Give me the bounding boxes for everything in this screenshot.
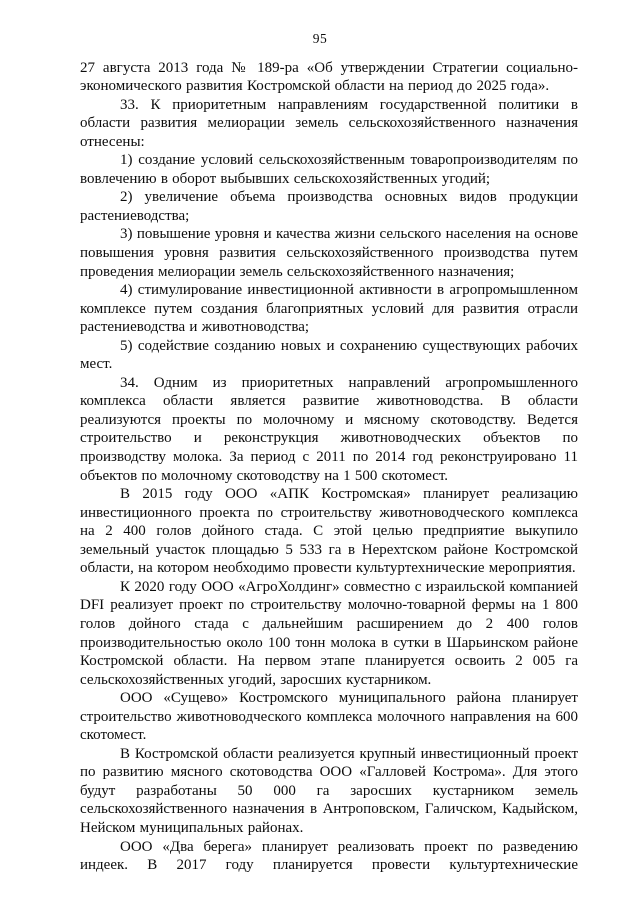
paragraph: В 2015 году ООО «АПК Костромская» планирует реализацию инвестиционного проекта по строительству животноводческого комплекса на 2 400 голов дойного стада. С этой целью предприятие выкупило земельный участок площадью 5 533 га в Нерехтском районе Костромской области, на котором необходимо провести культуртехнические мероприятия. [80, 486, 578, 577]
paragraph: ООО «Два берега» планирует реализовать проект по разведению индеек. В 2017 году планируется провести культуртехнические [80, 838, 578, 874]
paragraph: В Костромской области реализуется крупный инвестиционный проект по развитию мясного скотоводства ООО «Галловей Кострома». Для этого будут разработаны 50 000 га заросших кустарником земель сельскохозяйственного назначения в Антроповском, Галичском, Кадыйском, Нейском муниципальных районах. [80, 745, 578, 836]
paragraph: ООО «Сущево» Костромского муниципального района планирует строительство животноводческого комплекса молочного направления на 600 скотомест. [80, 690, 578, 744]
document-body [80, 59, 578, 875]
page-number: 95 [312, 31, 328, 46]
paragraph: 33. К приоритетным направлениям государственной политики в области развития мелиорации земель сельскохозяйственного назначения отнесены: [80, 96, 578, 150]
paragraph: 3) повышение уровня и качества жизни сельского населения на основе повышения уровня развития сельскохозяйственного производства путем проведения мелиорации земель сельскохозяйственного назначения; [80, 226, 578, 280]
paragraph: 5) содействие созданию новых и сохранению существующих рабочих мест. [80, 337, 578, 373]
paragraph: 1) создание условий сельскохозяйственным товаропроизводителям по вовлечению в оборот выбывших сельскохозяйственных угодий; [80, 152, 578, 187]
paragraph: К 2020 году ООО «АгроХолдинг» совместно с израильской компанией DFI реализует проект по строительству молочно-товарной фермы на 1 800 голов дойного стада с дальнейшим расширением до 2 400 голов производительностью около 100 тонн молока в сутки в Шарьинском районе Костромской области. На первом этапе планируется освоить 2 005 га сельскохозяйственных угодий, заросших кустарником. [80, 578, 578, 688]
paragraph: 2) увеличение объема производства основных видов продукции растениеводства; [80, 189, 578, 224]
paragraph: 34. Одним из приоритетных направлений агропромышленного комплекса области является развитие животноводства. В области реализуются проекты по молочному и мясному скотоводству. Ведется строительство и реконструкция животноводческих объектов по производству молока. За период с 2011 по 2014 год реконструировано 11 объектов по молочному скотоводству на 1 500 скотомест. [80, 374, 578, 484]
paragraph: 27 августа 2013 года № 189-ра «Об утверждении Стратегии социально-экономического развития Костромской области на период до 2025 года». [80, 59, 578, 95]
paragraph: 4) стимулирование инвестиционной активности в агропромышленном комплексе путем создания благоприятных условий для развития отрасли растениеводства и животноводства; [80, 282, 578, 336]
